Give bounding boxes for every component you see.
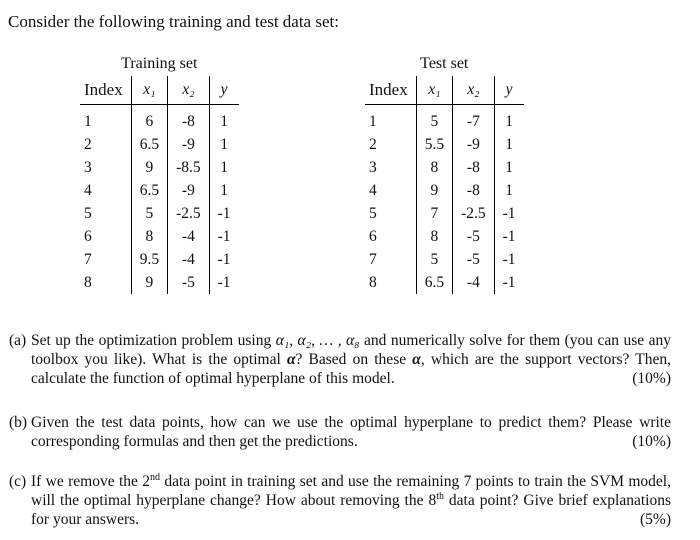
cell-x1: 8	[416, 225, 452, 248]
question-c-text	[31, 472, 671, 529]
table-row	[365, 271, 524, 294]
question-b-text-part: Given the test data points, how can we use the optimal hyperplane to predict them? Please write corresponding formulas and then get the predictions.	[31, 414, 671, 450]
table-row	[80, 133, 239, 156]
header-x1: x₁	[416, 76, 452, 105]
question-b-text	[31, 413, 671, 451]
cell-x2: -5	[453, 225, 495, 248]
cell-index: 1	[369, 112, 377, 130]
cell-y: 1	[494, 133, 523, 156]
cell-index: 3	[369, 158, 377, 176]
cell-x2: -5	[168, 271, 210, 294]
cell-x2: -8	[453, 179, 495, 202]
header-y: y	[494, 76, 523, 105]
cell-x1: 5.5	[416, 133, 452, 156]
question-a-label: (a)	[9, 332, 27, 349]
question-c-text-part: data point in training set and use the remaining 7 points to train the SVM model, will the optimal hyperplane change? How about removing the 8	[31, 473, 671, 509]
header-y: y	[209, 76, 238, 105]
test-set-table	[365, 76, 524, 294]
header-x2: x₂	[453, 76, 495, 105]
table-row	[80, 248, 239, 271]
question-a-text-part: ? Based on these	[295, 351, 413, 368]
table-header-row	[80, 76, 239, 105]
table-row	[365, 179, 524, 202]
question-b-points: (10%)	[632, 433, 671, 450]
test-set-caption: Test set	[420, 55, 469, 72]
cell-x1: 6.5	[131, 179, 167, 202]
cell-y: 1	[209, 105, 238, 134]
cell-x1: 6.5	[416, 271, 452, 294]
question-a-text-part: , which are the support vectors? Then, calculate the function of optimal hyperplane of this model.	[31, 351, 671, 387]
header-x1: x₁	[131, 76, 167, 105]
cell-index: 5	[369, 204, 377, 222]
cell-x2: -5	[453, 248, 495, 271]
cell-index: 7	[369, 250, 377, 268]
header-x2: x₂	[168, 76, 210, 105]
training-set-caption: Training set	[121, 55, 198, 72]
test-set-table-block	[365, 52, 524, 294]
cell-index: 4	[84, 181, 92, 199]
table-row	[365, 156, 524, 179]
cell-y: 1	[209, 133, 238, 156]
cell-index: 2	[84, 135, 92, 153]
question-c-text-part: If we remove the 2	[31, 473, 150, 490]
training-set-table	[80, 76, 239, 294]
table-row	[80, 105, 239, 134]
cell-y: -1	[494, 271, 523, 294]
cell-y: 1	[494, 156, 523, 179]
table-row	[365, 202, 524, 225]
header-index: Index	[365, 76, 416, 105]
cell-x2: -4	[168, 225, 210, 248]
cell-x1: 9	[416, 179, 452, 202]
cell-x1: 8	[416, 156, 452, 179]
cell-y: -1	[494, 225, 523, 248]
cell-x1: 7	[416, 202, 452, 225]
cell-x1: 5	[416, 248, 452, 271]
cell-index: 2	[369, 135, 377, 153]
bold-alpha: α	[286, 351, 296, 368]
ordinal-suffix: nd	[150, 471, 160, 483]
cell-y: -1	[209, 248, 238, 271]
cell-y: 1	[209, 156, 238, 179]
question-c-label: (c)	[9, 473, 27, 490]
cell-x2: -4	[453, 271, 495, 294]
cell-x2: -9	[168, 133, 210, 156]
question-b	[9, 413, 671, 451]
training-set-body	[80, 105, 239, 295]
cell-y: -1	[494, 202, 523, 225]
ordinal-suffix: th	[436, 490, 444, 502]
cell-x2: -9	[453, 133, 495, 156]
table-row	[80, 202, 239, 225]
question-c-text-part: data point? Give brief explanations for your answers.	[31, 492, 671, 528]
cell-x1: 8	[131, 225, 167, 248]
question-a	[9, 331, 671, 388]
cell-index: 8	[369, 273, 377, 291]
cell-x1: 9	[131, 156, 167, 179]
cell-index: 4	[369, 181, 377, 199]
cell-y: 1	[494, 105, 523, 134]
cell-x1: 9.5	[131, 248, 167, 271]
question-a-text	[31, 331, 671, 388]
question-a-text-part: and numerically solve for them (you can use any toolbox you like). What is the optimal	[31, 332, 672, 368]
table-header-row	[365, 76, 524, 105]
table-row	[80, 225, 239, 248]
cell-index: 8	[84, 273, 92, 291]
cell-x2: -8.5	[168, 156, 210, 179]
cell-x2: -8	[453, 156, 495, 179]
question-c-points: (5%)	[640, 511, 671, 528]
cell-index: 5	[84, 204, 92, 222]
table-row	[80, 271, 239, 294]
cell-index: 3	[84, 158, 92, 176]
cell-x2: -2.5	[168, 202, 210, 225]
table-row	[365, 133, 524, 156]
table-row	[365, 105, 524, 134]
cell-x2: -4	[168, 248, 210, 271]
cell-x2: -8	[168, 105, 210, 134]
question-a-points: (10%)	[632, 370, 671, 387]
cell-index: 1	[84, 112, 92, 130]
cell-y: -1	[494, 248, 523, 271]
cell-index: 7	[84, 250, 92, 268]
cell-x2: -2.5	[453, 202, 495, 225]
table-row	[365, 248, 524, 271]
training-set-table-block	[80, 52, 239, 294]
cell-index: 6	[369, 227, 377, 245]
cell-x2: -9	[168, 179, 210, 202]
cell-y: -1	[209, 225, 238, 248]
intro-text: Consider the following training and test data set:	[8, 12, 339, 31]
header-index: Index	[80, 76, 131, 105]
cell-x1: 5	[416, 105, 452, 134]
table-row	[80, 156, 239, 179]
cell-x1: 5	[131, 202, 167, 225]
cell-y: -1	[209, 202, 238, 225]
table-row	[80, 179, 239, 202]
cell-x1: 9	[131, 271, 167, 294]
alpha-list: α₁, α₂, … , α₈	[275, 332, 360, 349]
question-a-text-part: Set up the optimization problem using	[31, 332, 276, 349]
cell-index: 6	[84, 227, 92, 245]
cell-x1: 6	[131, 105, 167, 134]
cell-y: 1	[209, 179, 238, 202]
bold-alpha: α	[412, 351, 421, 368]
cell-x1: 6.5	[131, 133, 167, 156]
cell-y: 1	[494, 179, 523, 202]
table-row	[365, 225, 524, 248]
cell-y: -1	[209, 271, 238, 294]
question-c	[9, 472, 671, 529]
cell-x2: -7	[453, 105, 495, 134]
question-b-label: (b)	[9, 414, 28, 431]
test-set-body	[365, 105, 524, 295]
